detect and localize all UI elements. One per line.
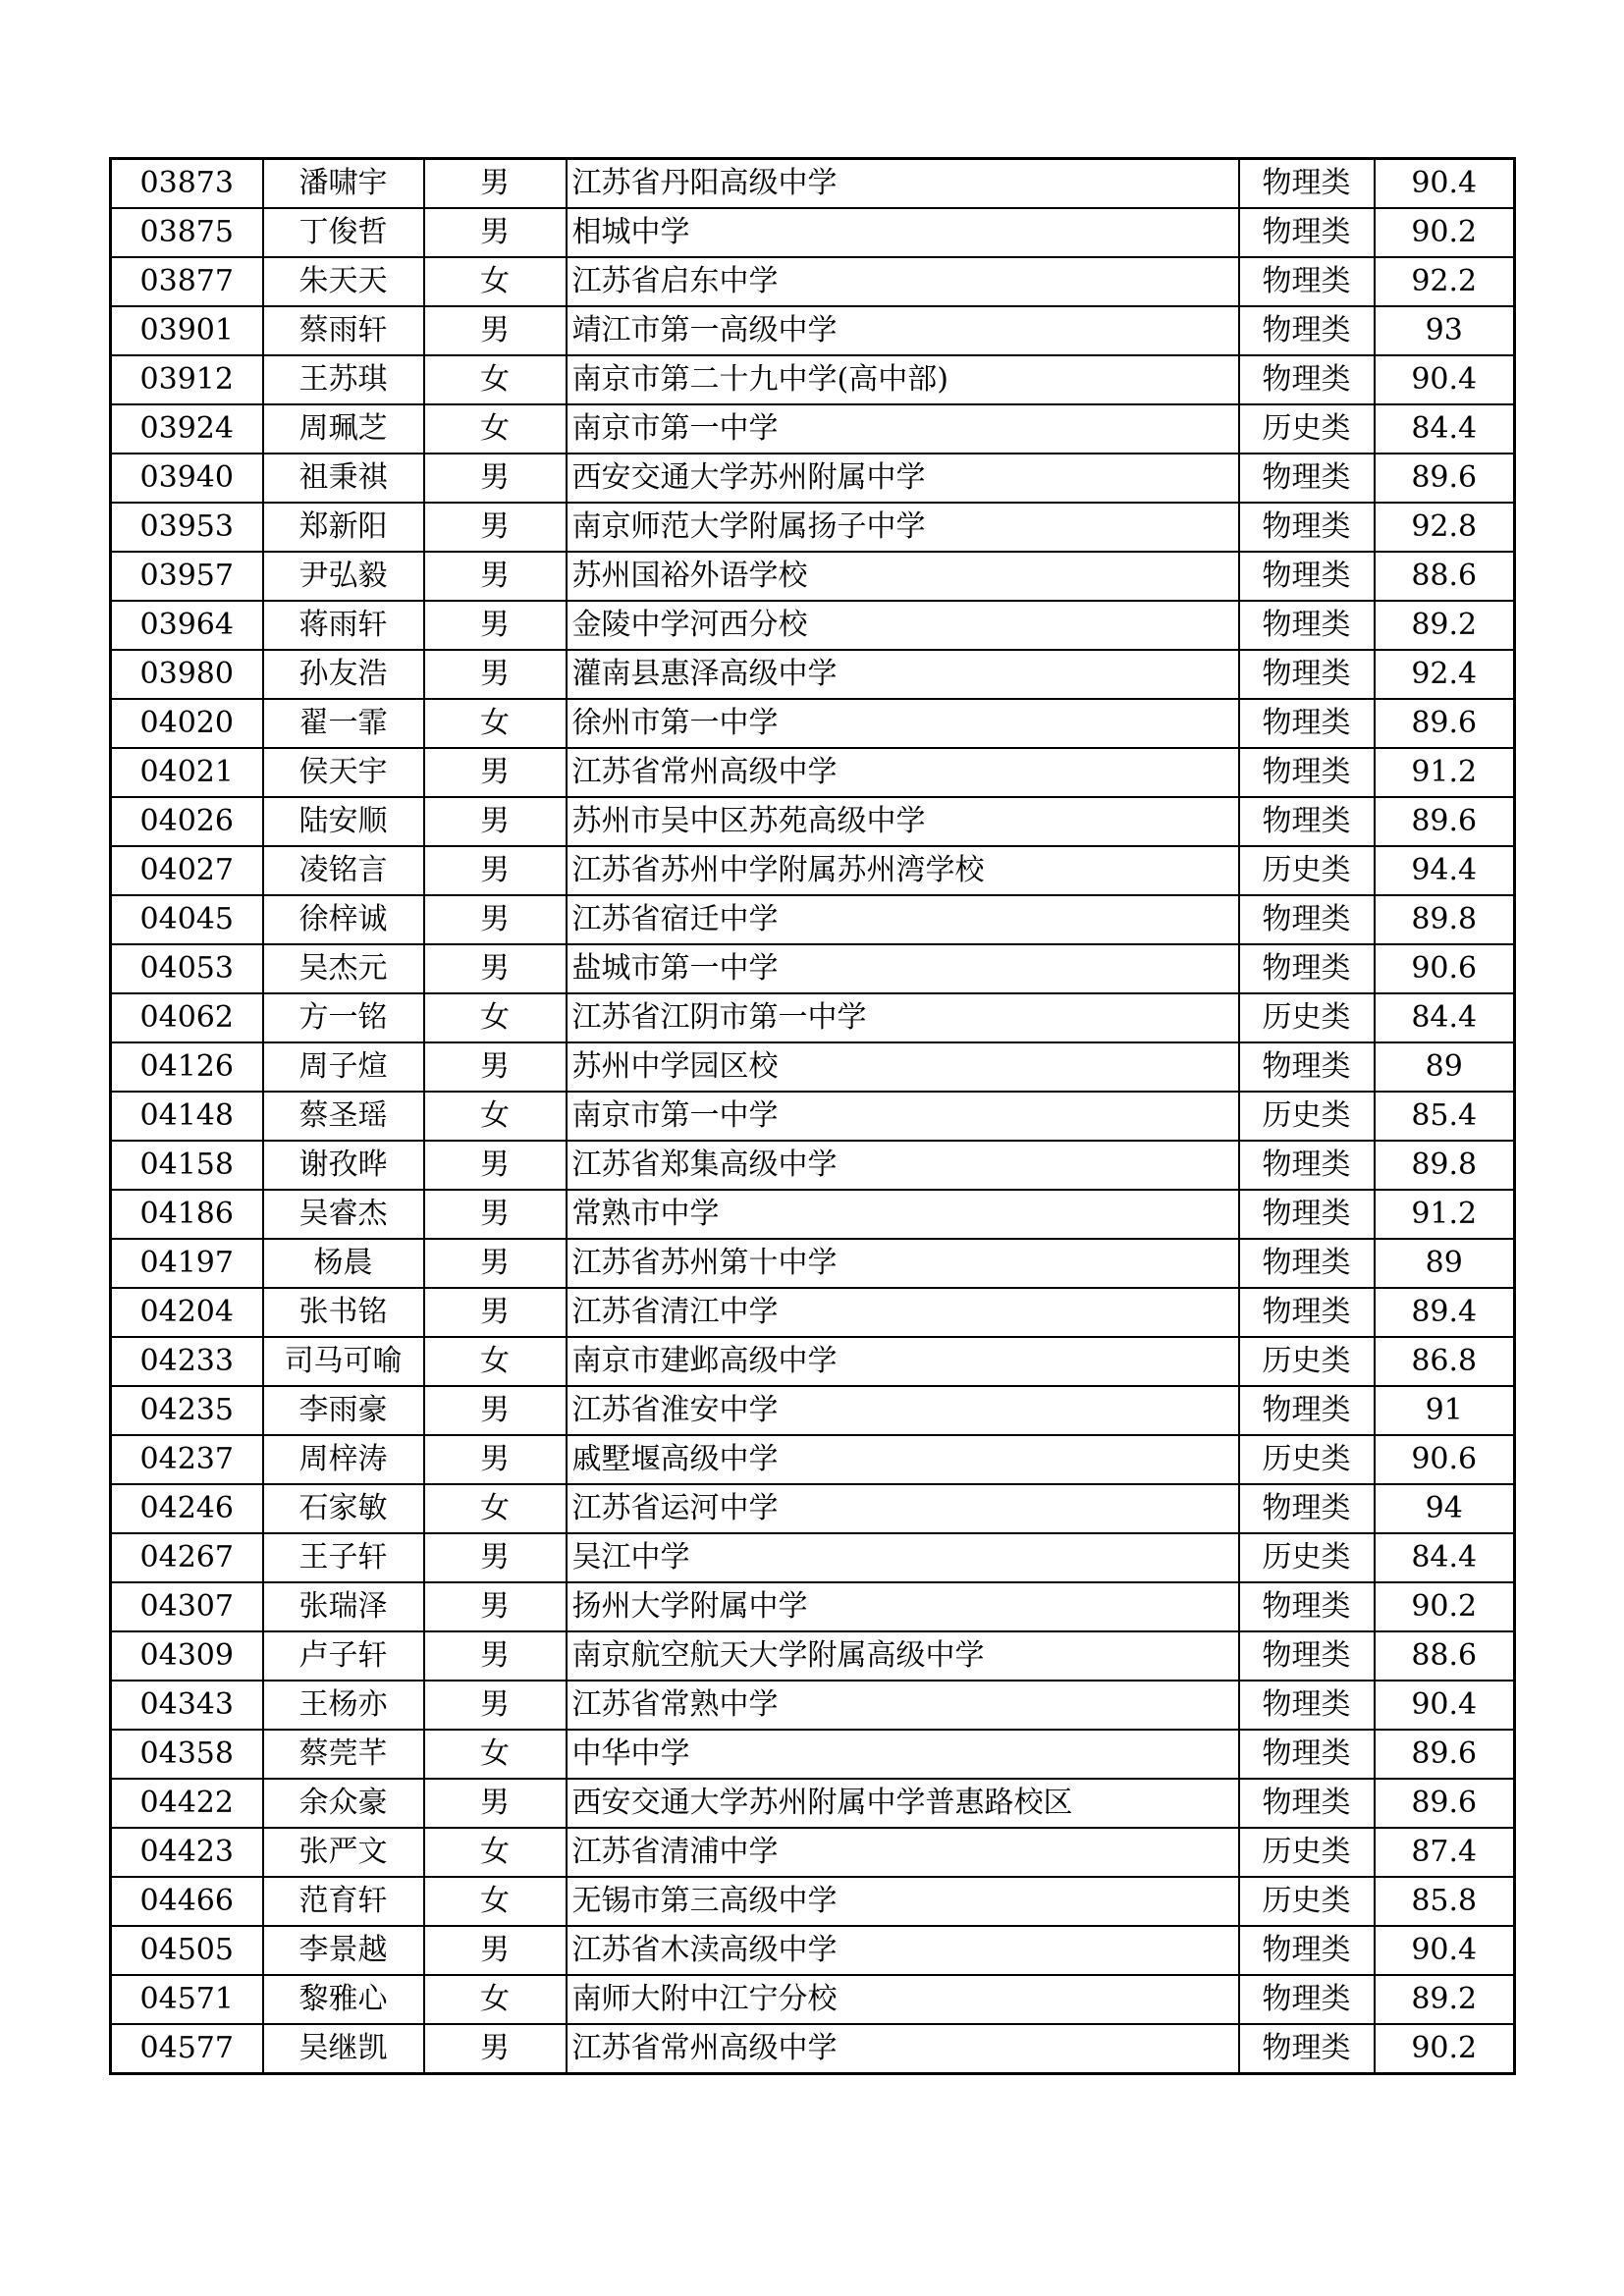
cell-id: 03924 bbox=[111, 404, 263, 454]
cell-track: 历史类 bbox=[1239, 404, 1375, 454]
cell-school: 江苏省淮安中学 bbox=[567, 1386, 1239, 1435]
cell-score: 90.6 bbox=[1375, 944, 1515, 993]
cell-name: 翟一霏 bbox=[263, 699, 424, 748]
cell-track: 历史类 bbox=[1239, 993, 1375, 1042]
cell-school: 江苏省运河中学 bbox=[567, 1484, 1239, 1533]
cell-name: 侯天宇 bbox=[263, 748, 424, 797]
cell-track: 物理类 bbox=[1239, 1190, 1375, 1239]
cell-score: 94.4 bbox=[1375, 846, 1515, 895]
cell-name: 石家敏 bbox=[263, 1484, 424, 1533]
cell-name: 王杨亦 bbox=[263, 1681, 424, 1730]
cell-track: 历史类 bbox=[1239, 1533, 1375, 1582]
table-row bbox=[111, 1141, 1515, 1190]
cell-id: 04021 bbox=[111, 748, 263, 797]
cell-gender: 男 bbox=[424, 1779, 567, 1828]
cell-school: 江苏省常州高级中学 bbox=[567, 2024, 1239, 2074]
cell-track: 历史类 bbox=[1239, 1877, 1375, 1926]
cell-id: 04423 bbox=[111, 1828, 263, 1877]
cell-gender: 男 bbox=[424, 1631, 567, 1681]
cell-track: 物理类 bbox=[1239, 1631, 1375, 1681]
cell-gender: 男 bbox=[424, 797, 567, 846]
student-roster-table bbox=[109, 157, 1516, 2075]
table-row bbox=[111, 1877, 1515, 1926]
cell-id: 04027 bbox=[111, 846, 263, 895]
cell-id: 04053 bbox=[111, 944, 263, 993]
cell-school: 江苏省常熟中学 bbox=[567, 1681, 1239, 1730]
cell-school: 南师大附中江宁分校 bbox=[567, 1975, 1239, 2024]
table-row bbox=[111, 159, 1515, 209]
cell-id: 04577 bbox=[111, 2024, 263, 2074]
roster-body bbox=[111, 159, 1515, 2074]
cell-school: 江苏省清江中学 bbox=[567, 1288, 1239, 1337]
cell-school: 江苏省清浦中学 bbox=[567, 1828, 1239, 1877]
cell-score: 89.6 bbox=[1375, 454, 1515, 503]
cell-score: 90.4 bbox=[1375, 1926, 1515, 1975]
cell-name: 吴继凯 bbox=[263, 2024, 424, 2074]
cell-id: 03953 bbox=[111, 503, 263, 552]
cell-id: 04020 bbox=[111, 699, 263, 748]
table-row bbox=[111, 404, 1515, 454]
table-row bbox=[111, 1582, 1515, 1631]
cell-gender: 女 bbox=[424, 1484, 567, 1533]
table-row bbox=[111, 1730, 1515, 1779]
table-row bbox=[111, 1288, 1515, 1337]
table-row bbox=[111, 1779, 1515, 1828]
cell-score: 90.2 bbox=[1375, 208, 1515, 257]
cell-id: 04246 bbox=[111, 1484, 263, 1533]
cell-school: 江苏省郑集高级中学 bbox=[567, 1141, 1239, 1190]
cell-id: 03964 bbox=[111, 601, 263, 650]
cell-name: 李景越 bbox=[263, 1926, 424, 1975]
cell-score: 92.4 bbox=[1375, 650, 1515, 699]
cell-track: 物理类 bbox=[1239, 503, 1375, 552]
cell-id: 04158 bbox=[111, 1141, 263, 1190]
cell-school: 扬州大学附属中学 bbox=[567, 1582, 1239, 1631]
cell-gender: 男 bbox=[424, 601, 567, 650]
cell-school: 南京师范大学附属扬子中学 bbox=[567, 503, 1239, 552]
cell-name: 潘啸宇 bbox=[263, 159, 424, 209]
cell-id: 04026 bbox=[111, 797, 263, 846]
table-row bbox=[111, 797, 1515, 846]
cell-track: 物理类 bbox=[1239, 797, 1375, 846]
table-row bbox=[111, 699, 1515, 748]
cell-track: 物理类 bbox=[1239, 699, 1375, 748]
table-row bbox=[111, 944, 1515, 993]
cell-name: 周梓涛 bbox=[263, 1435, 424, 1484]
cell-name: 王子轩 bbox=[263, 1533, 424, 1582]
cell-school: 靖江市第一高级中学 bbox=[567, 306, 1239, 355]
cell-name: 张瑞泽 bbox=[263, 1582, 424, 1631]
cell-school: 徐州市第一中学 bbox=[567, 699, 1239, 748]
cell-gender: 女 bbox=[424, 257, 567, 306]
cell-gender: 女 bbox=[424, 1877, 567, 1926]
cell-school: 江苏省苏州中学附属苏州湾学校 bbox=[567, 846, 1239, 895]
table-row bbox=[111, 1042, 1515, 1092]
table-row bbox=[111, 846, 1515, 895]
cell-score: 86.8 bbox=[1375, 1337, 1515, 1386]
cell-school: 戚墅堰高级中学 bbox=[567, 1435, 1239, 1484]
table-row bbox=[111, 993, 1515, 1042]
cell-school: 南京市第二十九中学(高中部) bbox=[567, 355, 1239, 404]
cell-id: 03901 bbox=[111, 306, 263, 355]
cell-score: 84.4 bbox=[1375, 1533, 1515, 1582]
cell-score: 89.6 bbox=[1375, 797, 1515, 846]
cell-name: 蔡莞芊 bbox=[263, 1730, 424, 1779]
cell-gender: 女 bbox=[424, 699, 567, 748]
cell-id: 04186 bbox=[111, 1190, 263, 1239]
table-row bbox=[111, 552, 1515, 601]
cell-name: 张书铭 bbox=[263, 1288, 424, 1337]
cell-track: 物理类 bbox=[1239, 1975, 1375, 2024]
cell-gender: 男 bbox=[424, 552, 567, 601]
cell-score: 85.4 bbox=[1375, 1092, 1515, 1141]
cell-track: 物理类 bbox=[1239, 1730, 1375, 1779]
cell-score: 84.4 bbox=[1375, 993, 1515, 1042]
cell-gender: 女 bbox=[424, 1337, 567, 1386]
cell-score: 89.2 bbox=[1375, 601, 1515, 650]
cell-score: 89 bbox=[1375, 1239, 1515, 1288]
cell-score: 91.2 bbox=[1375, 748, 1515, 797]
cell-track: 物理类 bbox=[1239, 1288, 1375, 1337]
cell-id: 03875 bbox=[111, 208, 263, 257]
cell-school: 江苏省常州高级中学 bbox=[567, 748, 1239, 797]
cell-id: 04233 bbox=[111, 1337, 263, 1386]
cell-name: 尹弘毅 bbox=[263, 552, 424, 601]
cell-name: 黎雅心 bbox=[263, 1975, 424, 2024]
cell-school: 常熟市中学 bbox=[567, 1190, 1239, 1239]
cell-name: 谢孜晔 bbox=[263, 1141, 424, 1190]
cell-school: 南京航空航天大学附属高级中学 bbox=[567, 1631, 1239, 1681]
cell-gender: 男 bbox=[424, 208, 567, 257]
cell-score: 89.8 bbox=[1375, 895, 1515, 944]
cell-name: 李雨豪 bbox=[263, 1386, 424, 1435]
cell-track: 物理类 bbox=[1239, 552, 1375, 601]
cell-score: 89.8 bbox=[1375, 1141, 1515, 1190]
cell-id: 04235 bbox=[111, 1386, 263, 1435]
cell-id: 03873 bbox=[111, 159, 263, 209]
cell-name: 周子煊 bbox=[263, 1042, 424, 1092]
cell-gender: 男 bbox=[424, 650, 567, 699]
cell-track: 物理类 bbox=[1239, 454, 1375, 503]
cell-track: 物理类 bbox=[1239, 1386, 1375, 1435]
cell-track: 物理类 bbox=[1239, 1484, 1375, 1533]
cell-track: 物理类 bbox=[1239, 1141, 1375, 1190]
cell-school: 江苏省江阴市第一中学 bbox=[567, 993, 1239, 1042]
cell-gender: 男 bbox=[424, 944, 567, 993]
table-row bbox=[111, 1190, 1515, 1239]
cell-id: 04358 bbox=[111, 1730, 263, 1779]
table-row bbox=[111, 208, 1515, 257]
cell-track: 物理类 bbox=[1239, 601, 1375, 650]
cell-id: 04343 bbox=[111, 1681, 263, 1730]
cell-id: 04204 bbox=[111, 1288, 263, 1337]
cell-track: 物理类 bbox=[1239, 159, 1375, 209]
cell-score: 90.4 bbox=[1375, 159, 1515, 209]
cell-school: 苏州国裕外语学校 bbox=[567, 552, 1239, 601]
cell-gender: 男 bbox=[424, 1386, 567, 1435]
cell-name: 吴睿杰 bbox=[263, 1190, 424, 1239]
cell-name: 王苏琪 bbox=[263, 355, 424, 404]
cell-id: 03940 bbox=[111, 454, 263, 503]
cell-gender: 女 bbox=[424, 1975, 567, 2024]
cell-gender: 男 bbox=[424, 846, 567, 895]
cell-id: 03877 bbox=[111, 257, 263, 306]
cell-gender: 男 bbox=[424, 1141, 567, 1190]
cell-track: 物理类 bbox=[1239, 1042, 1375, 1092]
table-row bbox=[111, 1828, 1515, 1877]
cell-name: 徐梓诚 bbox=[263, 895, 424, 944]
cell-school: 苏州市吴中区苏苑高级中学 bbox=[567, 797, 1239, 846]
cell-score: 92.8 bbox=[1375, 503, 1515, 552]
cell-gender: 男 bbox=[424, 1042, 567, 1092]
cell-school: 南京市建邺高级中学 bbox=[567, 1337, 1239, 1386]
cell-id: 04062 bbox=[111, 993, 263, 1042]
cell-score: 88.6 bbox=[1375, 1631, 1515, 1681]
cell-gender: 女 bbox=[424, 1092, 567, 1141]
cell-gender: 男 bbox=[424, 454, 567, 503]
cell-school: 盐城市第一中学 bbox=[567, 944, 1239, 993]
table-row bbox=[111, 1386, 1515, 1435]
cell-name: 郑新阳 bbox=[263, 503, 424, 552]
cell-gender: 男 bbox=[424, 1288, 567, 1337]
cell-track: 物理类 bbox=[1239, 1239, 1375, 1288]
table-row bbox=[111, 454, 1515, 503]
cell-track: 历史类 bbox=[1239, 1828, 1375, 1877]
cell-school: 江苏省苏州第十中学 bbox=[567, 1239, 1239, 1288]
table-row bbox=[111, 1435, 1515, 1484]
table-row bbox=[111, 1337, 1515, 1386]
cell-track: 物理类 bbox=[1239, 944, 1375, 993]
cell-gender: 女 bbox=[424, 1730, 567, 1779]
cell-school: 江苏省丹阳高级中学 bbox=[567, 159, 1239, 209]
cell-score: 85.8 bbox=[1375, 1877, 1515, 1926]
cell-track: 物理类 bbox=[1239, 1926, 1375, 1975]
cell-id: 03957 bbox=[111, 552, 263, 601]
table-row bbox=[111, 1239, 1515, 1288]
cell-gender: 男 bbox=[424, 2024, 567, 2074]
cell-id: 04307 bbox=[111, 1582, 263, 1631]
cell-gender: 男 bbox=[424, 1681, 567, 1730]
cell-track: 物理类 bbox=[1239, 306, 1375, 355]
cell-name: 孙友浩 bbox=[263, 650, 424, 699]
cell-gender: 男 bbox=[424, 306, 567, 355]
cell-score: 92.2 bbox=[1375, 257, 1515, 306]
cell-name: 朱天天 bbox=[263, 257, 424, 306]
table-row bbox=[111, 1533, 1515, 1582]
cell-score: 90.2 bbox=[1375, 2024, 1515, 2074]
table-row bbox=[111, 601, 1515, 650]
cell-track: 物理类 bbox=[1239, 208, 1375, 257]
cell-score: 93 bbox=[1375, 306, 1515, 355]
cell-name: 卢子轩 bbox=[263, 1631, 424, 1681]
cell-name: 张严文 bbox=[263, 1828, 424, 1877]
cell-id: 04237 bbox=[111, 1435, 263, 1484]
cell-id: 04466 bbox=[111, 1877, 263, 1926]
cell-track: 物理类 bbox=[1239, 895, 1375, 944]
cell-gender: 男 bbox=[424, 748, 567, 797]
cell-score: 84.4 bbox=[1375, 404, 1515, 454]
cell-id: 03912 bbox=[111, 355, 263, 404]
cell-score: 89.6 bbox=[1375, 1779, 1515, 1828]
cell-id: 04505 bbox=[111, 1926, 263, 1975]
cell-score: 90.2 bbox=[1375, 1582, 1515, 1631]
cell-gender: 男 bbox=[424, 1435, 567, 1484]
table-row bbox=[111, 355, 1515, 404]
cell-id: 04197 bbox=[111, 1239, 263, 1288]
cell-school: 西安交通大学苏州附属中学普惠路校区 bbox=[567, 1779, 1239, 1828]
cell-name: 司马可喻 bbox=[263, 1337, 424, 1386]
cell-gender: 男 bbox=[424, 895, 567, 944]
cell-gender: 女 bbox=[424, 404, 567, 454]
cell-gender: 男 bbox=[424, 1190, 567, 1239]
cell-school: 西安交通大学苏州附属中学 bbox=[567, 454, 1239, 503]
cell-gender: 男 bbox=[424, 1926, 567, 1975]
cell-name: 杨晨 bbox=[263, 1239, 424, 1288]
table-row bbox=[111, 2024, 1515, 2074]
cell-school: 无锡市第三高级中学 bbox=[567, 1877, 1239, 1926]
cell-gender: 男 bbox=[424, 1239, 567, 1288]
cell-school: 吴江中学 bbox=[567, 1533, 1239, 1582]
cell-track: 历史类 bbox=[1239, 1092, 1375, 1141]
cell-school: 灌南县惠泽高级中学 bbox=[567, 650, 1239, 699]
cell-school: 江苏省宿迁中学 bbox=[567, 895, 1239, 944]
cell-name: 凌铭言 bbox=[263, 846, 424, 895]
cell-score: 88.6 bbox=[1375, 552, 1515, 601]
cell-name: 蔡雨轩 bbox=[263, 306, 424, 355]
cell-name: 祖秉祺 bbox=[263, 454, 424, 503]
table-row bbox=[111, 1092, 1515, 1141]
cell-school: 江苏省启东中学 bbox=[567, 257, 1239, 306]
cell-name: 丁俊哲 bbox=[263, 208, 424, 257]
cell-track: 物理类 bbox=[1239, 257, 1375, 306]
cell-gender: 男 bbox=[424, 159, 567, 209]
cell-school: 中华中学 bbox=[567, 1730, 1239, 1779]
cell-name: 吴杰元 bbox=[263, 944, 424, 993]
table-row bbox=[111, 1681, 1515, 1730]
cell-track: 历史类 bbox=[1239, 1337, 1375, 1386]
cell-school: 苏州中学园区校 bbox=[567, 1042, 1239, 1092]
cell-track: 物理类 bbox=[1239, 748, 1375, 797]
cell-score: 90.4 bbox=[1375, 355, 1515, 404]
cell-name: 范育轩 bbox=[263, 1877, 424, 1926]
cell-school: 南京市第一中学 bbox=[567, 1092, 1239, 1141]
cell-track: 历史类 bbox=[1239, 846, 1375, 895]
cell-name: 余众豪 bbox=[263, 1779, 424, 1828]
cell-school: 江苏省木渎高级中学 bbox=[567, 1926, 1239, 1975]
cell-name: 陆安顺 bbox=[263, 797, 424, 846]
cell-gender: 女 bbox=[424, 355, 567, 404]
cell-gender: 男 bbox=[424, 1582, 567, 1631]
cell-score: 91 bbox=[1375, 1386, 1515, 1435]
cell-track: 物理类 bbox=[1239, 1582, 1375, 1631]
cell-name: 方一铭 bbox=[263, 993, 424, 1042]
cell-score: 89 bbox=[1375, 1042, 1515, 1092]
cell-score: 87.4 bbox=[1375, 1828, 1515, 1877]
cell-score: 91.2 bbox=[1375, 1190, 1515, 1239]
cell-school: 南京市第一中学 bbox=[567, 404, 1239, 454]
cell-track: 物理类 bbox=[1239, 1779, 1375, 1828]
cell-score: 89.4 bbox=[1375, 1288, 1515, 1337]
cell-id: 04571 bbox=[111, 1975, 263, 2024]
table-row bbox=[111, 1631, 1515, 1681]
cell-id: 04045 bbox=[111, 895, 263, 944]
cell-track: 历史类 bbox=[1239, 1435, 1375, 1484]
cell-id: 04422 bbox=[111, 1779, 263, 1828]
cell-gender: 女 bbox=[424, 1828, 567, 1877]
cell-score: 90.6 bbox=[1375, 1435, 1515, 1484]
cell-score: 94 bbox=[1375, 1484, 1515, 1533]
cell-score: 90.4 bbox=[1375, 1681, 1515, 1730]
cell-score: 89.6 bbox=[1375, 699, 1515, 748]
cell-track: 物理类 bbox=[1239, 1681, 1375, 1730]
cell-gender: 男 bbox=[424, 503, 567, 552]
cell-score: 89.6 bbox=[1375, 1730, 1515, 1779]
cell-school: 相城中学 bbox=[567, 208, 1239, 257]
cell-name: 蔡圣瑶 bbox=[263, 1092, 424, 1141]
cell-gender: 女 bbox=[424, 993, 567, 1042]
table-row bbox=[111, 257, 1515, 306]
table-row bbox=[111, 1975, 1515, 2024]
cell-score: 89.2 bbox=[1375, 1975, 1515, 2024]
cell-id: 04267 bbox=[111, 1533, 263, 1582]
cell-gender: 男 bbox=[424, 1533, 567, 1582]
cell-id: 03980 bbox=[111, 650, 263, 699]
table-row bbox=[111, 1926, 1515, 1975]
cell-track: 物理类 bbox=[1239, 650, 1375, 699]
cell-name: 蒋雨轩 bbox=[263, 601, 424, 650]
table-row bbox=[111, 503, 1515, 552]
cell-name: 周珮芝 bbox=[263, 404, 424, 454]
table-row bbox=[111, 650, 1515, 699]
cell-track: 物理类 bbox=[1239, 355, 1375, 404]
cell-id: 04309 bbox=[111, 1631, 263, 1681]
cell-track: 物理类 bbox=[1239, 2024, 1375, 2074]
table-row bbox=[111, 895, 1515, 944]
cell-id: 04148 bbox=[111, 1092, 263, 1141]
table-row bbox=[111, 1484, 1515, 1533]
table-row bbox=[111, 306, 1515, 355]
cell-school: 金陵中学河西分校 bbox=[567, 601, 1239, 650]
table-row bbox=[111, 748, 1515, 797]
cell-id: 04126 bbox=[111, 1042, 263, 1092]
